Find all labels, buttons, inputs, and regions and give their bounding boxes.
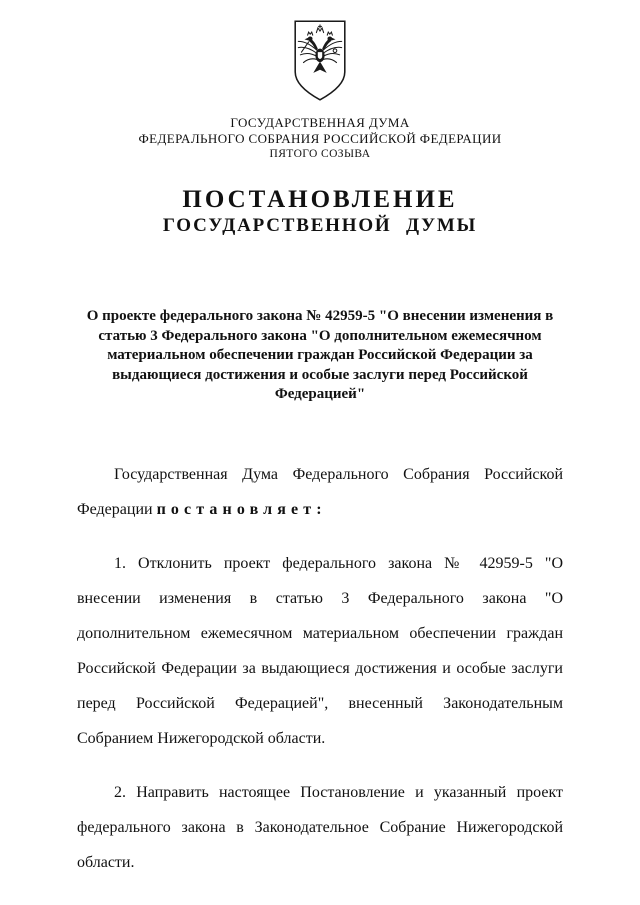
document-issuer-title: ГОСУДАРСТВЕННОЙ ДУМЫ (162, 215, 478, 236)
issuer-line-3: ПЯТОГО СОЗЫВА (269, 148, 371, 160)
double-headed-eagle-icon (289, 18, 351, 103)
resolution-clause-2: 2. Направить настоящее Постановление и указанный проект федерального закона в Законодательное Собрание Нижегородской области. (77, 783, 563, 871)
resolution-subject: О проекте федерального закона № 42959-5 "О внесении изменения в статью 3 Федерального закона "О дополнительном ежемесячном материальном обеспечении граждан Российской Федерации за выдающиеся достижения и особые заслуги перед Российской Федерацией" (86, 308, 554, 402)
resolution-clause-1: 1. Отклонить проект федерального закона № 42959-5 "О внесении изменения в статью 3 Федерального закона "О дополнительном ежемесячном материальном обеспечении граждан Российской Федерации за выдающиеся достижения и особые заслуги перед Российской Федерацией", внесенный Законодательным Собранием Нижегородской области. (77, 554, 563, 747)
document-header (77, 115, 563, 162)
russia-state-emblem (77, 0, 563, 103)
resolution-intro (77, 457, 563, 527)
issuer-line-2: ФЕДЕРАЛЬНОГО СОБРАНИЯ РОССИЙСКОЙ ФЕДЕРАЦИИ (138, 131, 502, 146)
intro-text: Государственная Дума Федерального Собрания Российской Федерации (77, 465, 563, 518)
document-type-title: ПОСТАНОВЛЕНИЕ (182, 186, 458, 213)
issuer-line-1: ГОСУДАРСТВЕННАЯ ДУМА (230, 115, 410, 130)
intro-emphasis: постановляет: (156, 500, 327, 518)
